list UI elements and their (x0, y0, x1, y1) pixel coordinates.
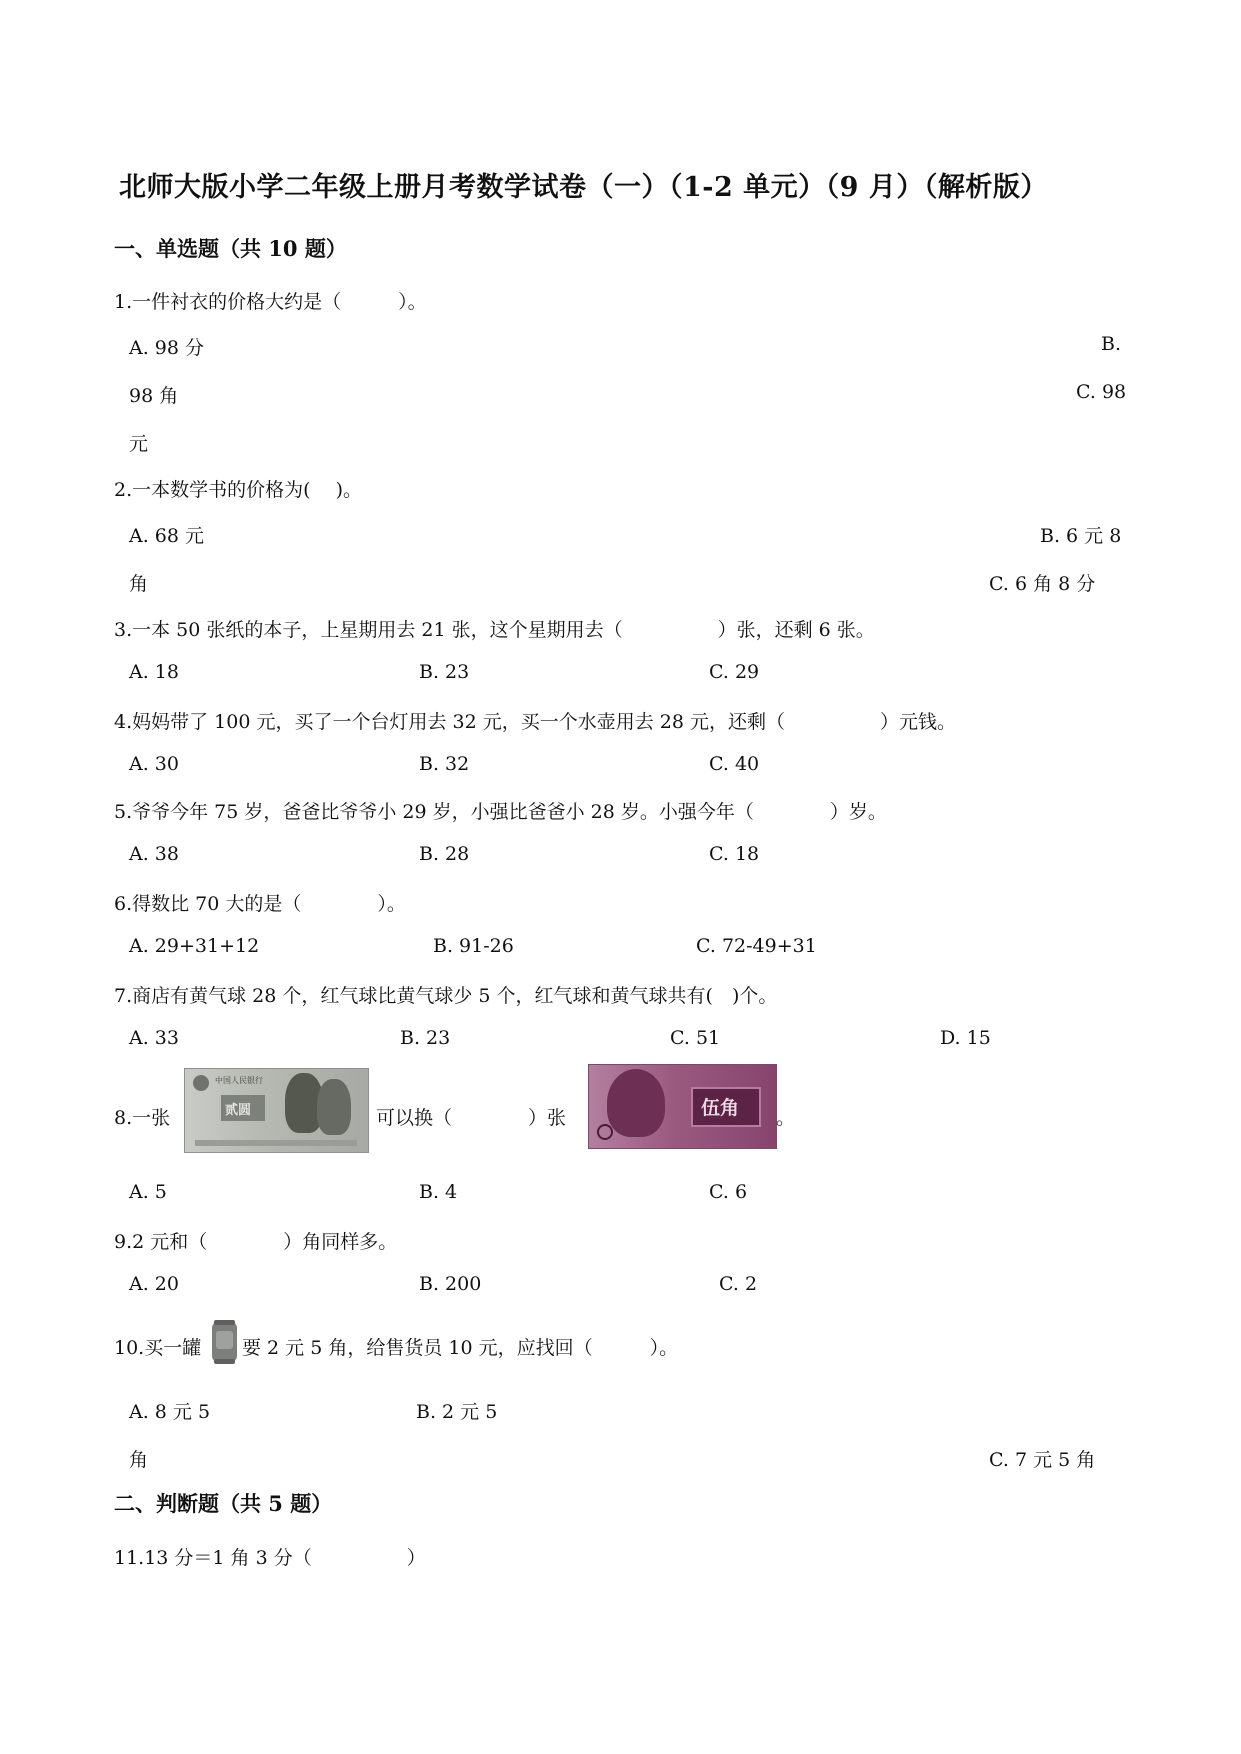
q9-option-b[interactable]: B. 200 (419, 1273, 482, 1295)
section-heading-true-false: 二、判断题（共 5 题） (114, 1491, 333, 1516)
question-8-part-2: 可以换（ ）张 (376, 1107, 567, 1129)
q3-option-b[interactable]: B. 23 (419, 661, 470, 683)
q10-option-c[interactable]: C. 7 元 5 角 (989, 1449, 1096, 1471)
q10-option-a[interactable]: A. 8 元 5 (129, 1401, 211, 1423)
q7-option-a[interactable]: A. 33 (129, 1027, 179, 1049)
q10-option-b[interactable]: B. 2 元 5 (416, 1401, 498, 1423)
emblem-icon (193, 1075, 209, 1091)
question-11: 11.13 分＝1 角 3 分（ ） (114, 1547, 426, 1569)
banknote-value-label: 贰圆 (225, 1103, 252, 1118)
q2-option-c[interactable]: C. 6 角 8 分 (989, 573, 1096, 595)
q1-option-b[interactable]: B. (1101, 333, 1122, 355)
q6-option-b[interactable]: B. 91-26 (433, 935, 514, 957)
question-10-part-1: 10.买一罐 (114, 1337, 202, 1359)
question-2: 2.一本数学书的价格为( )。 (114, 479, 362, 501)
q8-option-a[interactable]: A. 5 (129, 1181, 167, 1203)
section-heading-single-choice: 一、单选题（共 10 题） (114, 236, 347, 261)
question-6: 6.得数比 70 大的是（ ）。 (114, 893, 406, 915)
question-9: 9.2 元和（ ）角同样多。 (114, 1231, 398, 1253)
q7-option-c[interactable]: C. 51 (670, 1027, 721, 1049)
q1-option-a[interactable]: A. 98 分 (129, 337, 205, 359)
q1-option-b-continued: 98 角 (129, 385, 179, 407)
question-8-part-3: 。 (776, 1107, 796, 1129)
q4-option-c[interactable]: C. 40 (709, 753, 760, 775)
q3-option-a[interactable]: A. 18 (129, 661, 179, 683)
q1-option-c[interactable]: C. 98 (1076, 381, 1127, 403)
question-5: 5.爷爷今年 75 岁，爸爸比爷爷小 29 岁，小强比爸爸小 28 岁。小强今年（ ）岁。 (114, 801, 887, 823)
portrait-icon (317, 1079, 351, 1135)
q6-option-a[interactable]: A. 29+31+12 (129, 935, 260, 957)
emblem-icon (597, 1124, 613, 1140)
page-title: 北师大版小学二年级上册月考数学试卷（一）（1-2 单元）（9 月）（解析版） (119, 172, 1048, 203)
question-10-part-2: 要 2 元 5 角，给售货员 10 元，应找回（ ）。 (242, 1337, 679, 1359)
pattern-strip (195, 1140, 357, 1146)
q5-option-c[interactable]: C. 18 (709, 843, 760, 865)
q3-option-c[interactable]: C. 29 (709, 661, 760, 683)
q2-option-a[interactable]: A. 68 元 (129, 525, 205, 547)
portrait-icon (607, 1069, 665, 1137)
question-4: 4.妈妈带了 100 元，买了一个台灯用去 32 元，买一个水壶用去 28 元，还剩（ ）元钱。 (114, 711, 956, 733)
q4-option-a[interactable]: A. 30 (129, 753, 179, 775)
q5-option-b[interactable]: B. 28 (419, 843, 470, 865)
q10-option-a-continued: 角 (129, 1449, 149, 1471)
two-yuan-banknote-image (184, 1068, 369, 1153)
q1-option-c-continued: 元 (129, 433, 149, 455)
question-8-part-1: 8.一张 (114, 1107, 171, 1129)
q9-option-c[interactable]: C. 2 (719, 1273, 758, 1295)
drink-can-icon (211, 1319, 238, 1365)
q2-option-b[interactable]: B. 6 元 8 (1040, 525, 1122, 547)
five-jiao-banknote-image (588, 1064, 777, 1149)
q2-option-b-continued: 角 (129, 573, 149, 595)
q9-option-a[interactable]: A. 20 (129, 1273, 179, 1295)
q4-option-b[interactable]: B. 32 (419, 753, 470, 775)
q7-option-d[interactable]: D. 15 (940, 1027, 991, 1049)
banknote-value-label: 伍角 (701, 1097, 740, 1119)
question-3: 3.一本 50 张纸的本子，上星期用去 21 张，这个星期用去（ ）张，还剩 6 张。 (114, 619, 875, 641)
q5-option-a[interactable]: A. 38 (129, 843, 179, 865)
q8-option-c[interactable]: C. 6 (709, 1181, 748, 1203)
banknote-bank-name: 中国人民银行 (215, 1076, 263, 1085)
q6-option-c[interactable]: C. 72-49+31 (696, 935, 817, 957)
question-1: 1.一件衬衣的价格大约是（ ）。 (114, 291, 427, 313)
q8-option-b[interactable]: B. 4 (419, 1181, 458, 1203)
question-7: 7.商店有黄气球 28 个，红气球比黄气球少 5 个，红气球和黄气球共有( )个。 (114, 985, 778, 1007)
q7-option-b[interactable]: B. 23 (400, 1027, 451, 1049)
